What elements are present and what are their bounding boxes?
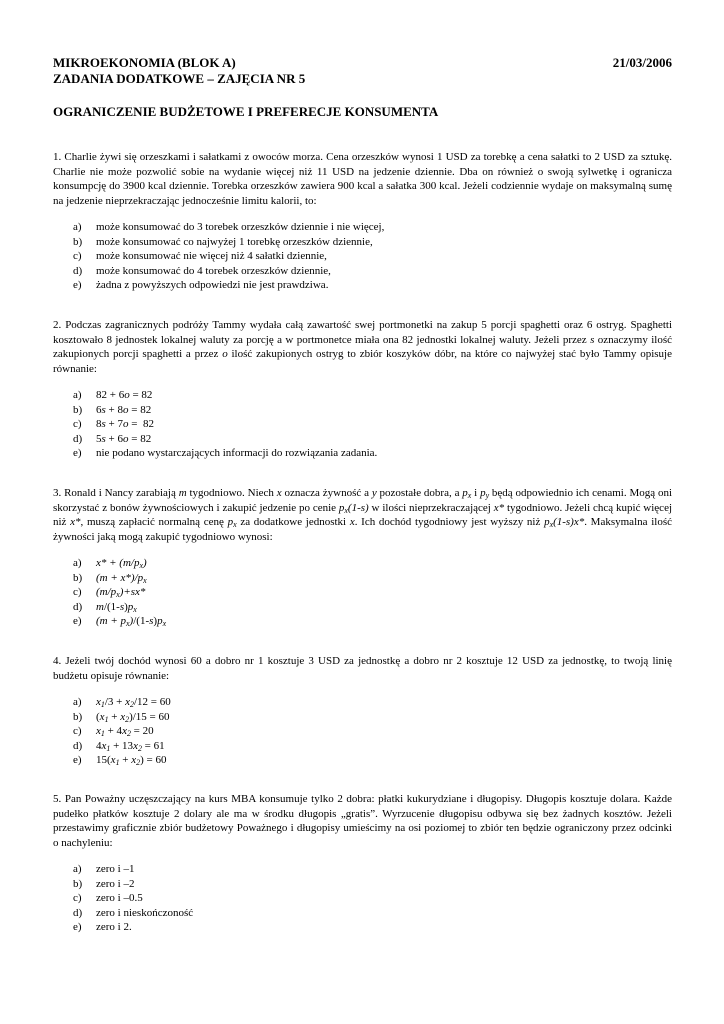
option-c: [73, 891, 633, 906]
option-label: c): [73, 418, 82, 430]
option-d: [73, 600, 633, 615]
question-number: 3.: [53, 487, 62, 499]
option-a: [73, 388, 633, 403]
variable-s: s: [590, 333, 595, 346]
question-3: [53, 486, 672, 544]
option-a: [73, 220, 633, 235]
question-1-options: [73, 220, 633, 293]
option-label: c): [73, 586, 82, 598]
option-text: może konsumować do 3 torebek orzeszków dziennie i nie więcej,: [96, 221, 385, 233]
question-text: ilość zakupionych ostryg to zbiór koszyków dóbr, na które co najwyżej stać było Tammy opisuje równanie:: [53, 348, 672, 375]
option-text: zero i –1: [96, 863, 135, 875]
variable-m: m: [178, 487, 187, 499]
option-text: nie podano wystarczających informacji do rozwiązania zadania.: [96, 447, 378, 459]
question-text: będą odpowiednio ich cenami. Mogą oni skorzystać z bonów żywnościowych i zakupić jedzenie po cenie: [53, 487, 673, 514]
option-label: d): [73, 432, 83, 445]
option-label: c): [73, 725, 82, 737]
option-text: $(m + x*)/p_x$: [96, 571, 147, 585]
option-b: [73, 571, 633, 586]
option-e: [73, 278, 633, 293]
option-label: a): [73, 221, 82, 233]
option-label: d): [73, 264, 83, 277]
option-text: zero i –2: [96, 877, 135, 890]
option-label: c): [73, 892, 82, 904]
option-b: [73, 710, 633, 725]
option-text: $x_1/3 + x_2/12 = 60$: [96, 696, 171, 709]
option-text: 82 + 6o = 82: [96, 389, 153, 401]
option-label: d): [73, 739, 83, 752]
question-text: za dodatkowe jednostki: [236, 516, 350, 528]
question-number: 5.: [53, 793, 62, 805]
option-label: e): [73, 279, 82, 291]
option-label: b): [73, 710, 83, 723]
option-b: [73, 235, 633, 250]
option-b: [73, 877, 633, 892]
option-text: $(m/p_x)+sx*$: [96, 586, 146, 599]
option-text: może konsumować co najwyżej 1 torebkę orzeszków dziennie,: [96, 235, 373, 248]
option-text: zero i 2.: [96, 921, 132, 933]
question-text: oznacza żywność a: [281, 487, 372, 499]
option-c: [73, 724, 633, 739]
option-label: e): [73, 447, 82, 459]
option-text: $(x_1 + x_2)/15 = 60$: [96, 710, 170, 724]
question-text: . Ich dochód tygodniowy jest wyższy niż: [354, 516, 545, 528]
option-label: e): [73, 615, 82, 627]
variable-x: x: [276, 487, 282, 499]
date: 21/03/2006: [612, 55, 672, 70]
option-text: 6s + 8o = 82: [96, 403, 152, 416]
assignment-title: ZADANIA DODATKOWE – ZAJĘCIA NR 5: [53, 71, 306, 86]
option-text: $x_1 + 4x_2 = 20$: [96, 725, 154, 738]
question-text: , muszą zapłacić normalną cenę: [80, 516, 228, 528]
question-text: pozostałe dobra, a: [376, 487, 463, 499]
question-text: Pan Poważny uczęszczający na kurs MBA konsumuje tylko 2 dobra: płatki kukurydziane i długopisy. Długopis kosztuje dolara. Każde pudełko płatków kosztuje 2 dolary ale ma w środku długopis „gratis”. Wyrzucenie długopisu odbywa się bez żadnych kosztów. Jeżeli przestawimy graficznie zbiór budżetowy Poważnego i długopisy umieścimy na osi poziomej to zbiór ten będzie ograniczony przez odcinki o nachyleniu:: [53, 793, 672, 849]
option-d: [73, 906, 633, 921]
option-text: 5s + 6o = 82: [96, 432, 152, 445]
question-text: Ronald i Nancy zarabiają: [64, 487, 179, 499]
question-text: Jeżeli twój dochód wynosi 60 a dobro nr 1 kosztuje 3 USD za jednostkę a dobro nr 2 kosztuje 12 USD za jednostkę, to twoją linię budżetu opisuje równanie:: [53, 655, 672, 682]
option-label: e): [73, 921, 82, 933]
option-text: może konsumować nie więcej niż 4 sałatki dziennie,: [96, 250, 327, 262]
section-title: OGRANICZENIE BUDŻETOWE I PREFERECJE KONSUMENTA: [53, 104, 439, 119]
option-text: $m/(1-s)p_x$: [96, 600, 137, 614]
option-label: a): [73, 557, 82, 569]
question-number: 1.: [53, 151, 62, 163]
price-y: $p_y$: [480, 487, 490, 500]
price-x: $p_x$: [227, 516, 237, 529]
option-d: [73, 432, 633, 447]
option-label: d): [73, 600, 83, 613]
question-text: tygodniowo. Jeżeli chcą kupić więcej niż: [53, 501, 673, 528]
option-e: [73, 753, 633, 768]
option-a: [73, 862, 633, 877]
question-5: [53, 792, 672, 850]
option-e: [73, 446, 633, 461]
variable-xstar: x*: [493, 501, 505, 514]
option-label: c): [73, 250, 82, 262]
question-text: w ilości nieprzekraczającej: [368, 501, 494, 514]
option-text: $(m + p_x)/(1-s)p_x$: [96, 615, 167, 628]
option-a: [73, 556, 633, 571]
option-label: a): [73, 863, 82, 875]
option-c: [73, 585, 633, 600]
option-c: [73, 249, 633, 264]
question-text: tygodniowo. Niech: [186, 487, 277, 499]
option-label: e): [73, 754, 82, 766]
option-text: zero i –0.5: [96, 892, 143, 904]
option-text: może konsumować do 4 torebek orzeszków dziennie,: [96, 264, 331, 277]
option-label: a): [73, 389, 82, 401]
question-text: . Maksymalna ilość żywności jaką mogą zakupić tygodniowo wynosi:: [53, 516, 672, 543]
question-1: [53, 150, 672, 208]
question-3-options: [73, 556, 633, 629]
option-text: żadna z powyższych odpowiedzi nie jest prawdziwa.: [96, 279, 329, 291]
discounted-price: $p_x(1-s)$: [338, 501, 369, 515]
variable-x: x: [349, 516, 355, 528]
variable-xstar: x*: [70, 516, 81, 528]
option-text: 8s + 7o = 82: [96, 418, 154, 430]
option-e: [73, 920, 633, 935]
question-text: Podczas zagranicznych podróży Tammy wydała całą zawartość swej portmonetki na zakup 5 porcji spaghetti oraz 6 ostryg. Spaghetti kosztowało 8 jednostek lokalnej waluty za porcję a w portmonetce miała ona 82 jednostki lokalnej waluty. Jeżeli przez: [53, 319, 672, 346]
option-label: a): [73, 696, 82, 708]
option-d: [73, 264, 633, 279]
question-number: 2.: [53, 319, 62, 331]
course-title: MIKROEKONOMIA (BLOK A): [53, 55, 236, 70]
option-text: $4x_1 + 13x_2 = 61$: [96, 739, 165, 753]
option-text: $15(x_1 + x_2) = 60$: [96, 754, 167, 767]
variable-o: o: [222, 348, 228, 360]
question-text: oznaczymy ilość zakupionych porcji spaghetti a przez: [53, 333, 672, 360]
option-e: [73, 614, 633, 629]
question-4: [53, 654, 672, 683]
question-number: 4.: [53, 655, 62, 667]
option-text: zero i nieskończoność: [96, 906, 194, 919]
question-4-options: [73, 695, 633, 768]
variable-y: y: [371, 487, 377, 499]
question-text: i: [471, 487, 481, 499]
option-c: [73, 417, 633, 432]
subsidy-expression: $p_x(1-s)x*$: [544, 516, 585, 529]
question-2: [53, 318, 672, 376]
option-b: [73, 403, 633, 418]
question-text: Charlie żywi się orzeszkami i sałatkami z owoców morza. Cena orzeszków wynosi 1 USD za torebkę a cena sałatki to 2 USD za sztukę. Charlie nie może pozwolić sobie na wydanie więcej niż 11 USD na jedzenie dziennie. Dba on również o swoją sylwetkę i ogranicza konsumpcję do 3900 kcal dziennie. Torebka orzeszków zawiera 900 kcal a sałatka 300 kcal. Jeżeli codziennie wydaje on maksymalną sumę na jedzenie nieprzekraczając jednocześnie limitu kalorii, to:: [53, 151, 672, 207]
question-5-options: [73, 862, 633, 935]
option-d: [73, 739, 633, 754]
price-x: $p_x$: [462, 487, 472, 500]
option-label: b): [73, 877, 83, 890]
option-a: [73, 695, 633, 710]
option-text: $x* + (m/p_x)$: [96, 557, 147, 570]
option-label: b): [73, 571, 83, 584]
option-label: b): [73, 403, 83, 416]
option-label: b): [73, 235, 83, 248]
question-2-options: [73, 388, 633, 461]
option-label: d): [73, 906, 83, 919]
